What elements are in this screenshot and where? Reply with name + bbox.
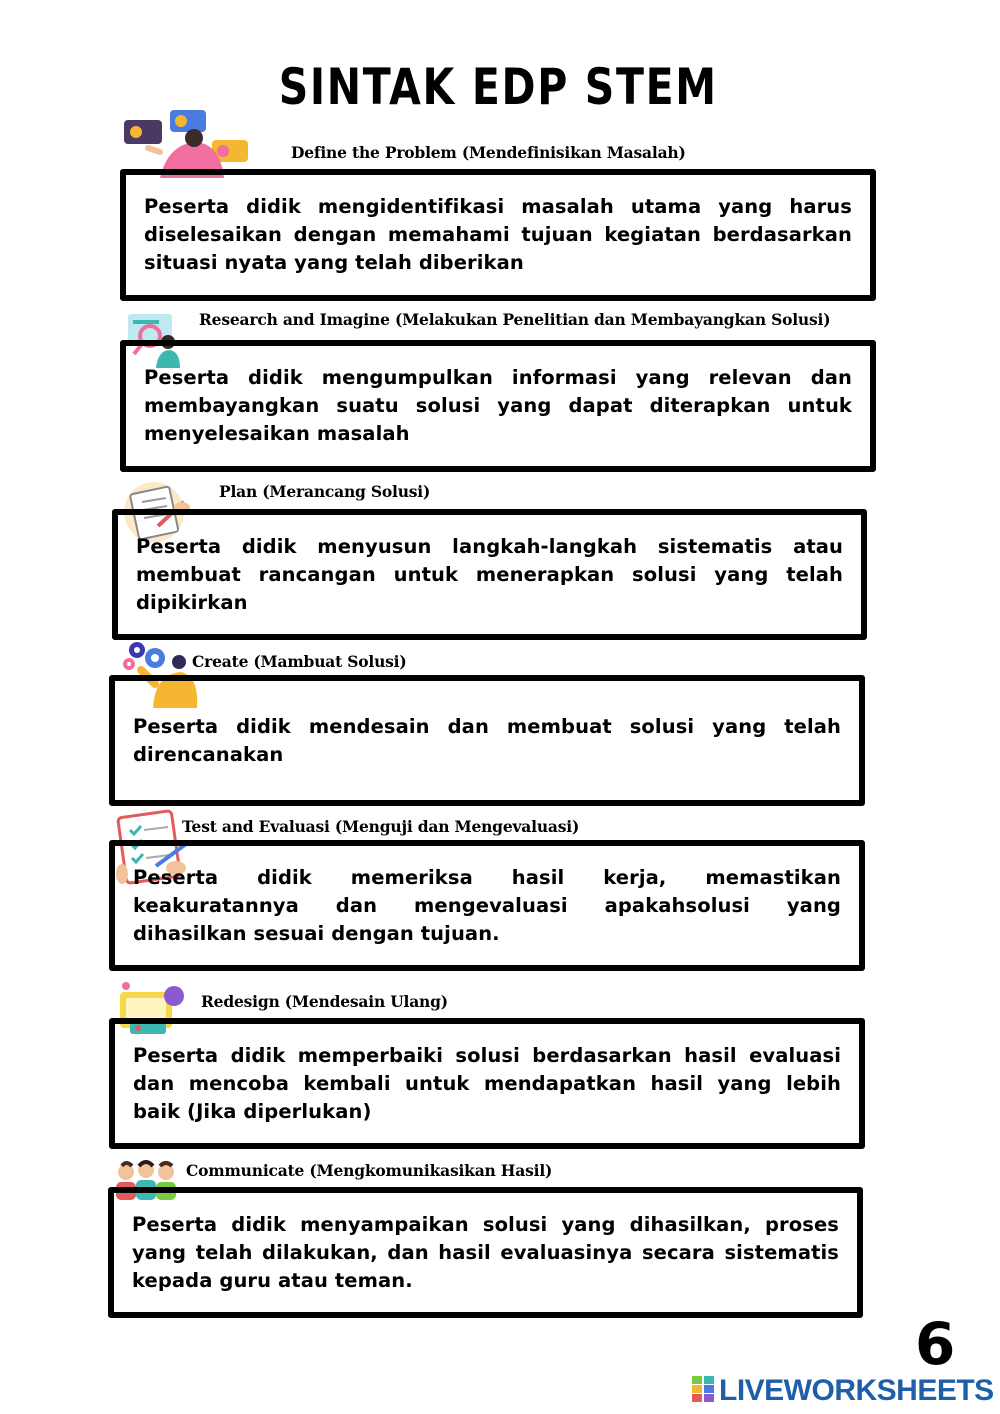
step-box bbox=[112, 509, 867, 640]
step-box bbox=[120, 340, 876, 472]
step-box bbox=[109, 1018, 865, 1149]
step-description: Peserta didik mendesain dan membuat solusi yang telah direncanakan bbox=[133, 714, 841, 766]
step-heading: Create (Mambuat Solusi) bbox=[192, 652, 407, 671]
brand-name: LIVEWORKSHEETS bbox=[719, 1374, 994, 1407]
step-description: Peserta didik memperbaiki solusi berdasarkan hasil evaluasi dan mencoba kembali untuk mendapatkan hasil yang lebih baik (Jika diperlukan) bbox=[133, 1043, 841, 1123]
step-heading: Plan (Merancang Solusi) bbox=[219, 482, 431, 501]
step-description: Peserta didik mengumpulkan informasi yang relevan dan membayangkan suatu solusi yang dapat diterapkan untuk menyelesaikan masalah bbox=[144, 366, 852, 445]
step-box bbox=[109, 675, 865, 806]
step-heading: Research and Imagine (Melakukan Penelitian dan Membayangkan Solusi) bbox=[199, 310, 831, 329]
step-heading: Define the Problem (Mendefinisikan Masalah) bbox=[291, 143, 686, 162]
step-heading: Redesign (Mendesain Ulang) bbox=[201, 992, 448, 1011]
step-heading: Test and Evaluasi (Menguji dan Mengevaluasi) bbox=[182, 817, 580, 836]
step-description: Peserta didik menyusun langkah-langkah sistematis atau membuat rancangan untuk menerapkan solusi yang telah dipikirkan bbox=[136, 534, 843, 614]
page-title: SINTAK EDP STEM bbox=[278, 58, 718, 116]
step-box bbox=[120, 169, 876, 301]
brand-logo[interactable] bbox=[692, 1374, 994, 1408]
step-description: Peserta didik menyampaikan solusi yang dihasilkan, proses yang telah dilakukan, dan hasil evaluasinya secara sistematis kepada guru atau teman. bbox=[132, 1212, 839, 1292]
page-number: 6 bbox=[915, 1310, 956, 1378]
liveworksheets-logo-icon bbox=[692, 1376, 716, 1406]
step-description: Peserta didik mengidentifikasi masalah utama yang harus diselesaikan dengan memahami tujuan kegiatan berdasarkan situasi nyata yang telah diberikan bbox=[144, 195, 852, 274]
step-heading: Communicate (Mengkomunikasikan Hasil) bbox=[186, 1161, 553, 1180]
step-box bbox=[108, 1187, 863, 1318]
step-description: Peserta didik memeriksa hasil kerja, memastikan keakuratannya dan mengevaluasi apakahsolusi yang dihasilkan sesuai dengan tujuan. bbox=[133, 865, 841, 945]
step-box bbox=[109, 840, 865, 971]
